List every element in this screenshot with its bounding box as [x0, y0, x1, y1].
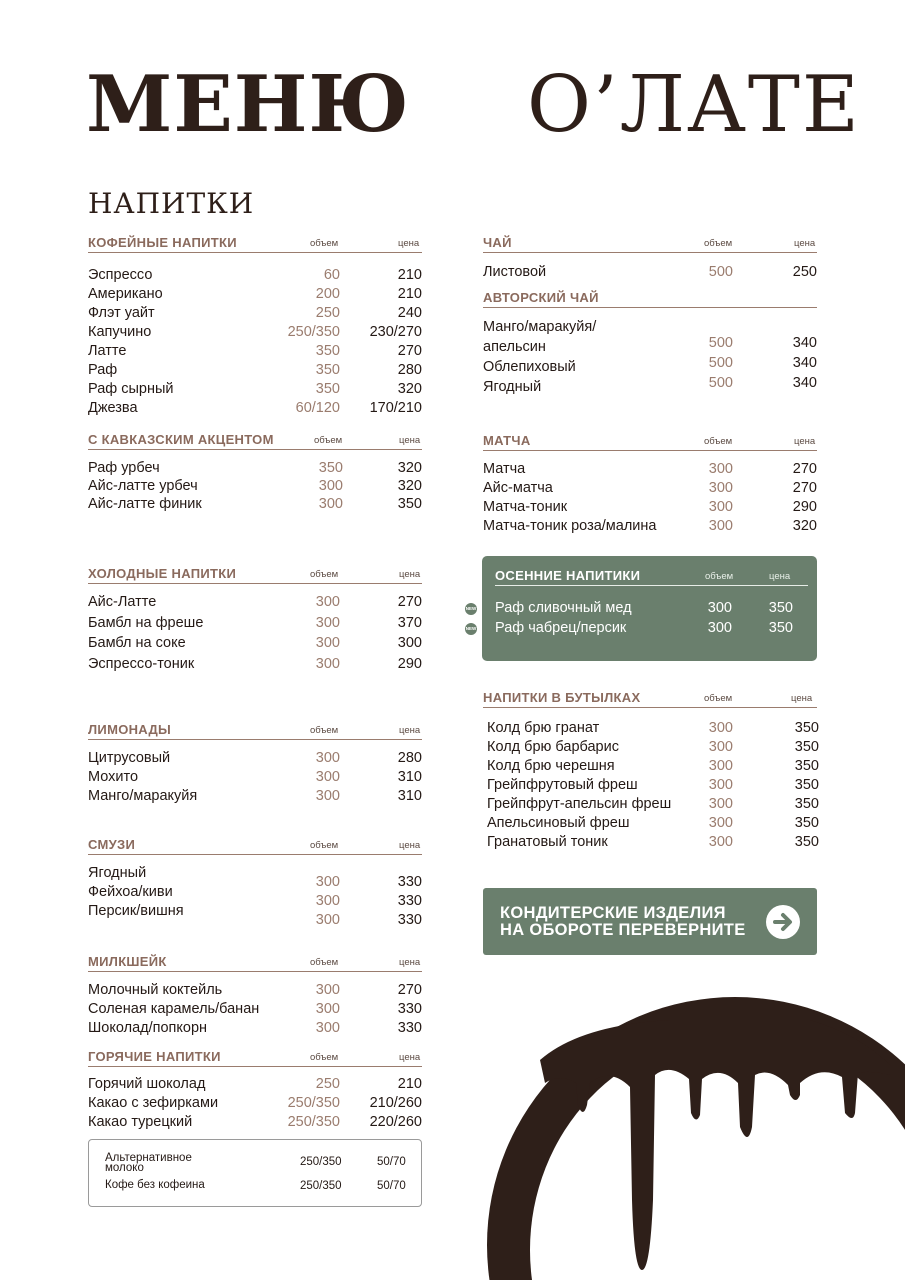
menu-item-name: Капучино [88, 324, 152, 340]
volume-column-label: объем [310, 569, 339, 580]
price-column-label: цена [399, 725, 421, 736]
menu-item-volume: 300 [708, 758, 733, 774]
cold-drinks-section [88, 566, 422, 673]
menu-item-price: 300 [397, 635, 422, 652]
alt-milk-label-line2: молоко [105, 1162, 144, 1174]
section-header [88, 434, 422, 450]
menu-item-price: 270 [397, 594, 422, 610]
turn-over-banner[interactable] [483, 888, 817, 955]
menu-item-name: Молочный коктейль [88, 982, 223, 998]
menu-item-volume: 300 [708, 796, 733, 812]
menu-item-name: Горячий шоколад [88, 1076, 206, 1092]
price-column-label: цена [399, 957, 421, 968]
menu-item-name: Грейпфрут-апельсин фреш [487, 796, 672, 812]
new-badge-icon: NEW [465, 623, 477, 635]
price-column-label: цена [791, 693, 813, 704]
menu-item-name: Матча-тоник [483, 499, 568, 515]
menu-item-price: 350 [794, 758, 819, 774]
menu-item-price: 340 [792, 375, 817, 391]
smoothies-section [88, 837, 422, 928]
menu-item-name: Эспрессо-тоник [88, 656, 195, 673]
section-header [88, 1051, 422, 1067]
section-title: НАПИТКИ [88, 187, 255, 220]
volume-column-label: объем [704, 436, 733, 447]
menu-item-price: 280 [397, 750, 422, 766]
section-name: ЛИМОНАДЫ [88, 722, 172, 737]
volume-column-label: объем [705, 571, 734, 582]
menu-item-price: 320 [397, 460, 422, 476]
price-column-label: цена [794, 436, 816, 447]
menu-item-price: 350 [794, 739, 819, 755]
menu-item-price: 250 [792, 264, 817, 280]
new-badge-icon: NEW [465, 603, 477, 615]
menu-item-volume: 300 [708, 499, 733, 515]
menu-item-name: Бамбл на соке [88, 635, 186, 652]
lemonades-section [88, 722, 422, 804]
section-header [483, 435, 817, 451]
price-column-label: цена [399, 569, 421, 580]
section-name: АВТОРСКИЙ ЧАЙ [483, 290, 599, 305]
section-header [483, 692, 817, 708]
menu-item-name: Персик/вишня [88, 903, 184, 919]
coffee-drip-decoration [470, 995, 905, 1280]
menu-item-name: Колд брю гранат [487, 720, 600, 736]
menu-item-volume: 300 [315, 656, 340, 673]
menu-item-volume: 250 [315, 305, 340, 321]
menu-item-volume: 350 [315, 381, 340, 397]
price-column-label: цена [399, 435, 421, 446]
decaf-price: 50/70 [377, 1180, 406, 1192]
menu-item-name: Раф сырный [88, 381, 174, 397]
volume-column-label: объем [310, 840, 339, 851]
menu-item-name: Раф урбеч [88, 460, 160, 476]
menu-item-volume: 300 [315, 614, 340, 631]
volume-column-label: объем [310, 238, 339, 249]
menu-item-volume: 500 [708, 335, 733, 351]
menu-item-name: Манго/маракуйя/ [483, 319, 597, 335]
menu-item-volume: 60 [323, 267, 340, 283]
section-header [88, 839, 422, 855]
menu-item-volume: 300 [315, 1001, 340, 1017]
menu-title: МЕНЮ [86, 59, 410, 150]
menu-item-price: 310 [397, 769, 422, 785]
menu-item-volume: 300 [318, 496, 343, 512]
section-name: ОСЕННИЕ НАПИТИКИ [495, 568, 641, 583]
menu-item-name: Айс-матча [483, 480, 553, 496]
menu-item-volume: 300 [318, 478, 343, 494]
menu-item-name: Американо [88, 286, 163, 302]
menu-item-name: Шоколад/попкорн [88, 1020, 208, 1036]
menu-item-name: Мохито [88, 769, 139, 785]
menu-item-price: 340 [792, 335, 817, 351]
menu-item-name: Раф чабрец/персик [495, 620, 627, 636]
menu-item-price: 310 [397, 788, 422, 804]
menu-item-price: 220/260 [369, 1114, 422, 1130]
menu-item-price: 350 [768, 620, 793, 636]
tea-section [483, 235, 817, 280]
menu-item-price: 340 [792, 355, 817, 371]
menu-item-price: 350 [397, 496, 422, 512]
menu-item-name: Эспрессо [88, 267, 153, 283]
menu-item-volume: 300 [707, 620, 732, 636]
section-header [88, 956, 422, 972]
menu-item-price: 370 [397, 614, 422, 631]
menu-item-price: 270 [792, 480, 817, 496]
price-column-label: цена [399, 840, 421, 851]
arrow-right-icon[interactable] [766, 905, 800, 939]
menu-item-price: 350 [794, 777, 819, 793]
turn-over-line1: КОНДИТЕРСКИЕ ИЗДЕЛИЯ [500, 904, 726, 922]
section-name: СМУЗИ [88, 837, 136, 852]
menu-item-volume: 300 [315, 982, 340, 998]
menu-item-volume: 300 [315, 912, 340, 928]
extras-box [88, 1139, 422, 1207]
menu-item-volume: 300 [707, 600, 732, 616]
menu-item-price: 320 [397, 478, 422, 494]
menu-item-name: Колд брю барбарис [487, 739, 619, 755]
menu-item-price: 350 [794, 720, 819, 736]
menu-item-name: Ягодный [88, 865, 147, 881]
menu-item-price: 330 [397, 1020, 422, 1036]
menu-item-volume: 60/120 [295, 400, 340, 416]
milkshake-section [88, 954, 422, 1036]
menu-item-price: 320 [792, 518, 817, 534]
price-column-label: цена [794, 238, 816, 249]
alt-milk-volume: 250/350 [300, 1156, 342, 1168]
menu-item-price: 330 [397, 893, 422, 909]
menu-item-volume: 300 [315, 594, 340, 610]
menu-item-volume: 250/350 [287, 324, 340, 340]
author-tea-section [483, 290, 817, 395]
menu-item-name: Матча-тоник роза/малина [483, 518, 657, 534]
section-name: ХОЛОДНЫЕ НАПИТКИ [88, 566, 237, 581]
menu-item-name: Колд брю черешня [487, 758, 615, 774]
menu-item-volume: 300 [708, 461, 733, 477]
coffee-section [88, 235, 422, 416]
menu-item-price: 330 [397, 912, 422, 928]
menu-item-volume: 300 [315, 1020, 340, 1036]
menu-item-name: Какао с зефирками [88, 1095, 219, 1111]
menu-item-price: 350 [794, 834, 819, 850]
menu-item-volume: 300 [708, 815, 733, 831]
alt-milk-label-line1: Альтернативное [105, 1152, 192, 1164]
section-name: КОФЕЙНЫЕ НАПИТКИ [88, 235, 237, 250]
menu-item-price: 350 [794, 815, 819, 831]
menu-item-name: Раф сливочный мед [495, 600, 632, 616]
menu-item-name: Ягодный [483, 379, 542, 395]
menu-item-volume: 350 [315, 343, 340, 359]
menu-item-price: 210 [397, 267, 422, 283]
menu-item-name: Листовой [483, 264, 547, 280]
menu-item-name: Цитрусовый [88, 750, 171, 766]
volume-column-label: объем [310, 725, 339, 736]
menu-item-volume: 250 [315, 1076, 340, 1092]
decaf-label: Кофе без кофеина [105, 1179, 205, 1191]
price-column-label: цена [398, 238, 420, 249]
menu-item-volume: 500 [708, 355, 733, 371]
menu-item-volume: 350 [315, 362, 340, 378]
menu-item-volume: 500 [708, 264, 733, 280]
menu-item-volume: 300 [315, 874, 340, 890]
menu-item-name: Матча [483, 461, 526, 477]
menu-item-volume: 300 [315, 750, 340, 766]
section-name: ГОРЯЧИЕ НАПИТКИ [88, 1049, 221, 1064]
menu-item-price: 240 [397, 305, 422, 321]
menu-item-name: Айс-Латте [88, 594, 157, 610]
menu-item-price: 270 [397, 982, 422, 998]
section-name: С КАВКАЗСКИМ АКЦЕНТОМ [88, 432, 274, 447]
menu-item-price: 290 [792, 499, 817, 515]
volume-column-label: объем [310, 957, 339, 968]
menu-item-name: Какао турецкий [88, 1114, 193, 1130]
decaf-volume: 250/350 [300, 1180, 342, 1192]
menu-item-name: Грейпфрутовый фреш [487, 777, 638, 793]
section-header [88, 568, 422, 584]
section-header [88, 724, 422, 740]
menu-item-name: Соленая карамель/банан [88, 1001, 260, 1017]
volume-column-label: объем [310, 1052, 339, 1063]
menu-item-price: 230/270 [369, 324, 422, 340]
menu-item-volume: 500 [708, 375, 733, 391]
menu-item-price: 330 [397, 1001, 422, 1017]
menu-item-price: 210/260 [369, 1095, 422, 1111]
menu-item-price: 170/210 [369, 400, 422, 416]
menu-item-name: Флэт уайт [88, 305, 155, 321]
menu-item-volume: 300 [708, 739, 733, 755]
menu-item-price: 350 [768, 600, 793, 616]
matcha-section [483, 433, 817, 534]
price-column-label: цена [399, 1052, 421, 1063]
menu-item-volume: 250/350 [287, 1095, 340, 1111]
caucasian-section [88, 432, 422, 512]
menu-item-name: Апельсиновый фреш [487, 815, 630, 831]
menu-item-name: Джезва [88, 400, 138, 416]
section-header [483, 292, 817, 308]
menu-item-price: 210 [397, 286, 422, 302]
section-header [495, 570, 808, 586]
section-name: МИЛКШЕЙК [88, 954, 167, 969]
menu-item-volume: 300 [315, 635, 340, 652]
autumn-drinks-box [482, 556, 817, 661]
menu-item-name: Айс-латте урбеч [88, 478, 198, 494]
menu-item-name: Фейхоа/киви [88, 884, 173, 900]
brand-logo: О’ЛАТЕ [527, 60, 861, 150]
menu-item-price: 290 [397, 656, 422, 673]
menu-item-price: 350 [794, 796, 819, 812]
menu-item-name: Манго/маракуйя [88, 788, 198, 804]
bottled-drinks-section [483, 690, 819, 850]
menu-item-name: Айс-латте финик [88, 496, 202, 512]
menu-item-volume: 300 [315, 893, 340, 909]
volume-column-label: объем [314, 435, 343, 446]
section-name: ЧАЙ [483, 235, 512, 250]
menu-item-name: Гранатовый тоник [487, 834, 608, 850]
volume-column-label: объем [704, 693, 733, 704]
menu-item-volume: 300 [315, 769, 340, 785]
section-header [483, 237, 817, 253]
menu-item-price: 270 [397, 343, 422, 359]
menu-item-volume: 300 [708, 480, 733, 496]
menu-item-price: 280 [397, 362, 422, 378]
section-header [88, 237, 422, 253]
price-column-label: цена [769, 571, 791, 582]
menu-item-name: Облепиховый [483, 359, 576, 375]
menu-item-volume: 300 [708, 777, 733, 793]
menu-item-volume: 300 [708, 518, 733, 534]
section-name: МАТЧА [483, 433, 531, 448]
menu-item-price: 210 [397, 1076, 422, 1092]
hot-drinks-section [88, 1049, 422, 1130]
section-name: НАПИТКИ В БУТЫЛКАХ [483, 690, 641, 705]
autumn-section [495, 568, 808, 636]
menu-item-volume: 200 [315, 286, 340, 302]
menu-item-volume: 300 [708, 720, 733, 736]
volume-column-label: объем [704, 238, 733, 249]
turn-over-line2: НА ОБОРОТЕ ПЕРЕВЕРНИТЕ [500, 921, 746, 939]
menu-item-price: 270 [792, 461, 817, 477]
alt-milk-price: 50/70 [377, 1156, 406, 1168]
menu-item-name: апельсин [483, 339, 546, 355]
menu-item-price: 320 [397, 381, 422, 397]
menu-item-volume: 300 [315, 788, 340, 804]
menu-item-name: Раф [88, 362, 118, 378]
menu-item-name: Бамбл на фреше [88, 614, 204, 631]
menu-item-price: 330 [397, 874, 422, 890]
menu-item-volume: 250/350 [287, 1114, 340, 1130]
menu-item-volume: 350 [318, 460, 343, 476]
menu-item-volume: 300 [708, 834, 733, 850]
menu-item-name: Латте [88, 343, 127, 359]
